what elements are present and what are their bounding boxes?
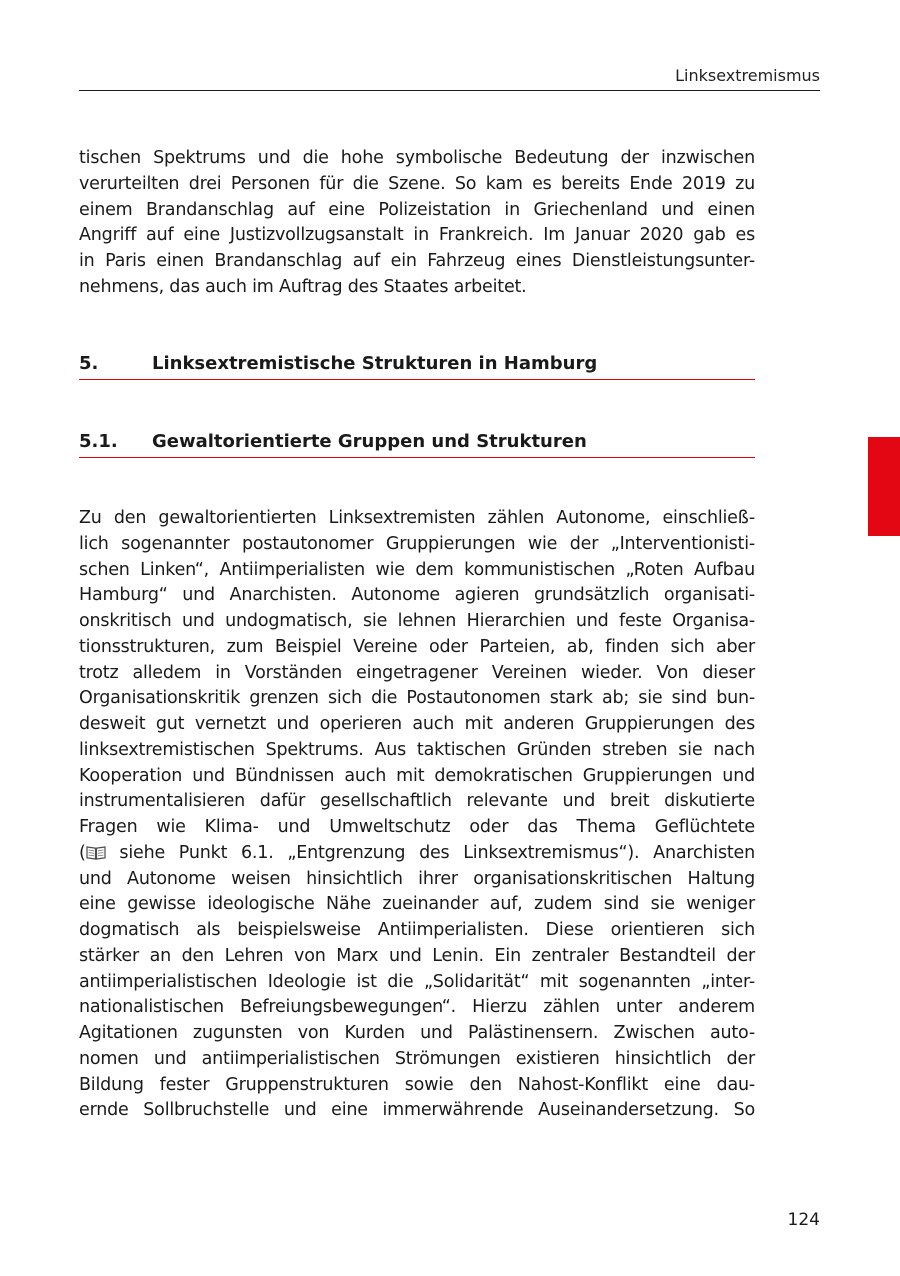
- text-line: Zu den gewaltorientierten Linksextremisten zählen Autonome, einschließ-: [79, 508, 755, 528]
- text-line: antiimperialistischen Ideologie ist die „Solidarität“ mit sogenannten „inter-: [79, 971, 755, 992]
- crossref-open-paren: (: [79, 842, 86, 863]
- text-line: in Paris einen Brandanschlag auf ein Fahrzeug eines Dienstleistungsunter-: [79, 251, 755, 271]
- text-line: ernde Sollbruchstelle und eine immerwährende Auseinandersetzung. So: [79, 1100, 755, 1121]
- text-line: desweit gut vernetzt und operieren auch mit anderen Gruppierungen des: [79, 714, 755, 734]
- text-line: tionsstrukturen, zum Beispiel Vereine oder Parteien, ab, finden sich aber: [79, 636, 755, 657]
- text-line: linksextremistischen Spektrums. Aus taktischen Gründen streben sie nach: [79, 739, 755, 760]
- crossref-text: siehe Punkt 6.1. „Entgrenzung des Linksextremismus“). Anarchisten: [105, 842, 755, 863]
- text-line: tischen Spektrums und die hohe symbolische Bedeutung der inzwischen: [79, 148, 755, 168]
- header-rule: [79, 90, 820, 91]
- text-line: onskritisch und undogmatisch, sie lehnen Hierarchien und feste Organisa-: [79, 611, 755, 631]
- section-title: Linksextremistische Strukturen in Hamburg: [152, 353, 598, 374]
- running-header: Linksextremismus: [675, 66, 820, 85]
- crossref-line: [79, 841, 755, 867]
- text-line: Bildung fester Gruppenstrukturen sowie den Nahost-Konflikt eine dau-: [79, 1074, 755, 1095]
- text-line: lich sogenannter postautonomer Gruppierungen wie der „Interventionisti-: [79, 533, 755, 554]
- text-line: dogmatisch als beispielsweise Antiimperialisten. Diese orientieren sich: [79, 920, 755, 940]
- text-line: nationalistischen Befreiungsbewegungen“. Hierzu zählen unter anderem: [79, 997, 755, 1018]
- text-line: Hamburg“ und Anarchisten. Autonome agieren grundsätzlich organisati-: [79, 585, 755, 606]
- text-line: Kooperation und Bündnissen auch mit demokratischen Gruppierungen und: [79, 765, 755, 786]
- subsection-title: Gewaltorientierte Gruppen und Strukturen: [152, 431, 587, 452]
- section-heading: [79, 351, 755, 380]
- text-line: verurteilten drei Personen für die Szene. So kam es bereits Ende 2019 zu: [79, 173, 755, 194]
- text-line: Agitationen zugunsten von Kurden und Palästinensern. Zwischen auto-: [79, 1023, 755, 1043]
- body-paragraph: [79, 506, 755, 1124]
- text-line: nomen und antiimperialistischen Strömungen existieren hinsichtlich der: [79, 1048, 755, 1069]
- text-line: Organisationskritik grenzen sich die Postautonomen stark ab; sie sind bun-: [79, 688, 755, 709]
- text-line: instrumentalisieren dafür gesellschaftlich relevante und breit diskutierte: [79, 791, 755, 812]
- text-line: schen Linken“, Antiimperialisten wie dem kommunistischen „Roten Aufbau: [79, 559, 755, 580]
- subsection-heading: [79, 429, 755, 458]
- chapter-tab-marker: [868, 437, 900, 536]
- page-number: 124: [787, 1210, 820, 1230]
- intro-paragraph: [79, 146, 755, 301]
- text-line: Angriff auf eine Justizvollzugsanstalt in Frankreich. Im Januar 2020 gab es: [79, 225, 755, 246]
- text-line: trotz alledem in Vorständen eingetragener Vereinen wieder. Von dieser: [79, 662, 755, 683]
- text-line: stärker an den Lehren von Marx und Lenin. Ein zentraler Bestandteil der: [79, 945, 755, 966]
- text-line: nehmens, das auch im Auftrag des Staates arbeitet.: [79, 276, 527, 297]
- text-line: und Autonome weisen hinsichtlich ihrer organisationskritischen Haltung: [79, 868, 755, 889]
- section-number: 5.: [79, 353, 99, 374]
- subsection-number: 5.1.: [79, 431, 118, 452]
- text-line: Fragen wie Klima- und Umweltschutz oder das Thema Geflüchtete: [79, 817, 755, 837]
- book-icon[interactable]: [86, 843, 106, 858]
- text-line: eine gewisse ideologische Nähe zueinander auf, zudem sind sie weniger: [79, 894, 755, 915]
- text-line: einem Brandanschlag auf eine Polizeistation in Griechenland und einen: [79, 199, 755, 220]
